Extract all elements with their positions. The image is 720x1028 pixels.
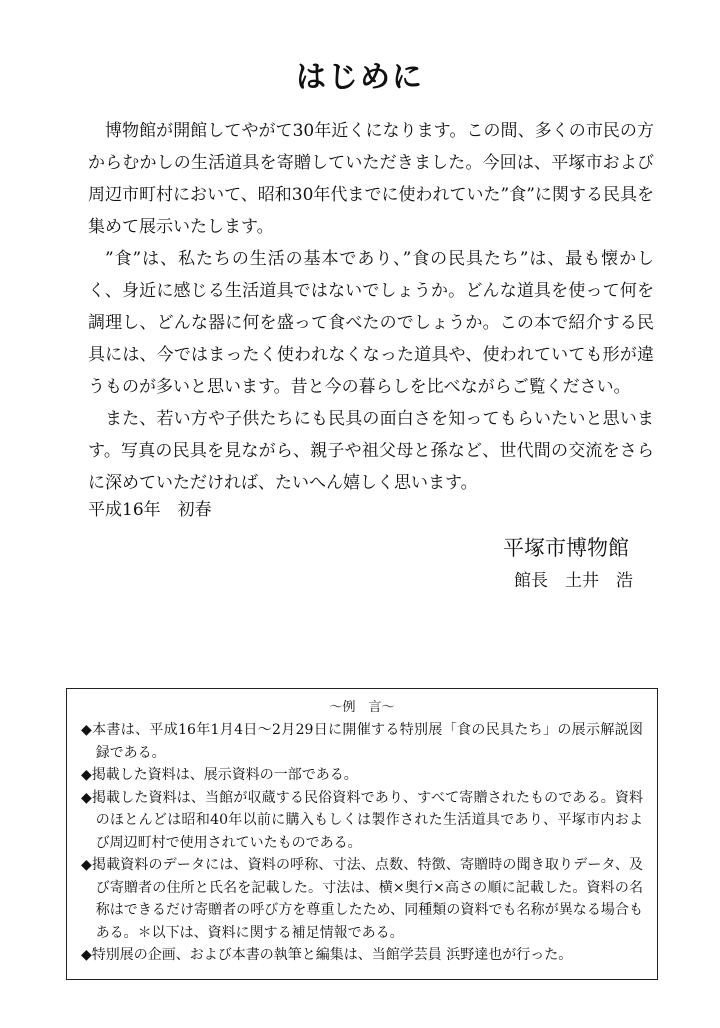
note-item: ◆掲載した資料は、当館が収蔵する民俗資料であり、すべて寄贈されたものである。資料のほとんどは昭和40年以前に購入もしくは製作された生活道具であり、平塚市内および周辺町村で使用されていたものである。 <box>81 789 643 851</box>
notes-title: 〜例 言〜 <box>329 700 395 715</box>
intro-paragraph-1: 博物館が開館してやがて30年近くになります。この間、多くの市民の方からむかしの生活道具を寄贈していただきました。今回は、平塚市および周辺市町村において、昭和30年代までに使われていた”食”に関する民具を集めて展示いたします。 <box>88 121 654 237</box>
intro-paragraph-3: また、若い方や子供たちにも民具の面白さを知ってもらいたいと思います。写真の民具を見ながら、親子や祖父母と孫など、世代間の交流をさらに深めていただければ、たいへん嬉しく思います。 <box>88 409 654 493</box>
date-line: 平成16年 初春 <box>88 500 212 520</box>
introduction-body <box>88 115 654 499</box>
intro-paragraph-2: ”食”は、私たちの生活の基本であり、”食の民具たち”は、最も懐かしく、身近に感じる生活道具ではないでしょうか。どんな道具を使って何を調理し、どんな器に何を盛って食べたのでしょうか。この本で紹介する民具には、今ではまったく使われなくなった道具や、使われていても形が違うものが多いと思います。昔と今の暮らしを比べながらご覧ください。 <box>88 249 654 397</box>
explanatory-notes-box <box>66 688 658 980</box>
note-item: ◆特別展の企画、および本書の執筆と編集は、当館学芸員 浜野達也が行った。 <box>81 947 573 963</box>
note-item: ◆掲載した資料は、展示資料の一部である。 <box>81 767 358 783</box>
note-item: ◆本書は、平成16年1月4日〜2月29日に開催する特別展「食の民具たち」の展示解説図録である。 <box>81 722 643 761</box>
museum-name: 平塚市博物館 <box>503 536 629 560</box>
page-title: はじめに <box>296 60 424 95</box>
director-signature: 館長 土井 浩 <box>514 571 633 591</box>
note-item: ◆掲載資料のデータには、資料の呼称、寸法、点数、特徴、寄贈時の聞き取りデータ、及び寄贈者の住所と氏名を記載した。寸法は、横×奥行×高さの順に記載した。資料の名称はできるだけ寄贈者の呼び方を尊重したため、同種類の資料でも名称が異なる場合もある。＊以下は、資料に関する補足情報である。 <box>81 857 643 941</box>
